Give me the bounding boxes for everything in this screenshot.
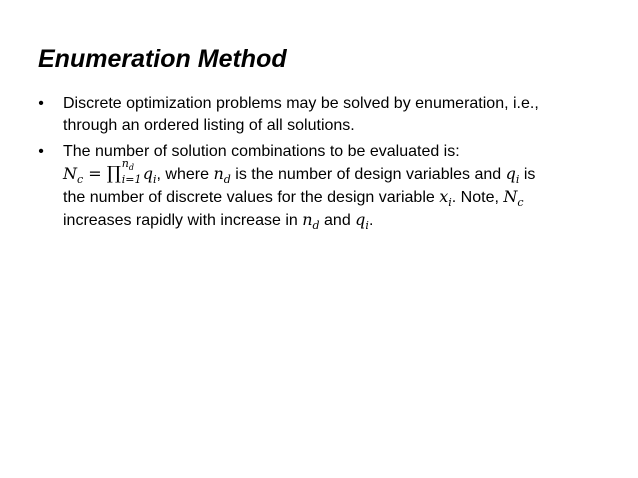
qi-symbol: $q_i$	[355, 210, 369, 233]
nc-symbol: $N_c$	[63, 164, 84, 187]
nd-symbol: $n_d$	[302, 210, 320, 233]
xi-symbol: $x_i$	[439, 187, 452, 210]
qi-symbol: $q_i$	[505, 164, 520, 187]
equals-sign: =	[83, 164, 107, 183]
bullet-dot: •	[38, 95, 44, 112]
text-where: , where	[156, 166, 214, 183]
bullet-list	[34, 93, 624, 236]
bullet-dot: •	[38, 143, 44, 160]
product-operator: ∏ $n_d$ i=1	[106, 157, 142, 186]
text-is-number: is the number of design variables and	[230, 166, 506, 183]
bullet2-line4: increases rapidly with increase in $n_d$ and $q_i$.	[63, 210, 374, 233]
text-is: is	[519, 166, 536, 183]
bullet1-line1: Discrete optimization problems may be solved by enumeration, i.e.,	[63, 95, 539, 112]
bullet2-line3: the number of discrete values for the design variable $x_i$. Note, $N_c$	[63, 187, 524, 210]
bullet2-line1: The number of solution combinations to be evaluated is:	[63, 143, 460, 160]
bullet-item-enumeration	[34, 93, 624, 137]
bullet2-equation-line	[63, 157, 624, 187]
qi-symbol: $q_i$	[142, 164, 157, 187]
nc-symbol: $N_c$	[503, 187, 524, 210]
nd-symbol: $n_d$	[213, 164, 231, 187]
bullet1-line2: through an ordered listing of all solutions.	[63, 117, 355, 134]
slide-title: Enumeration Method	[38, 45, 287, 73]
bullet-item-combinations	[34, 141, 624, 232]
